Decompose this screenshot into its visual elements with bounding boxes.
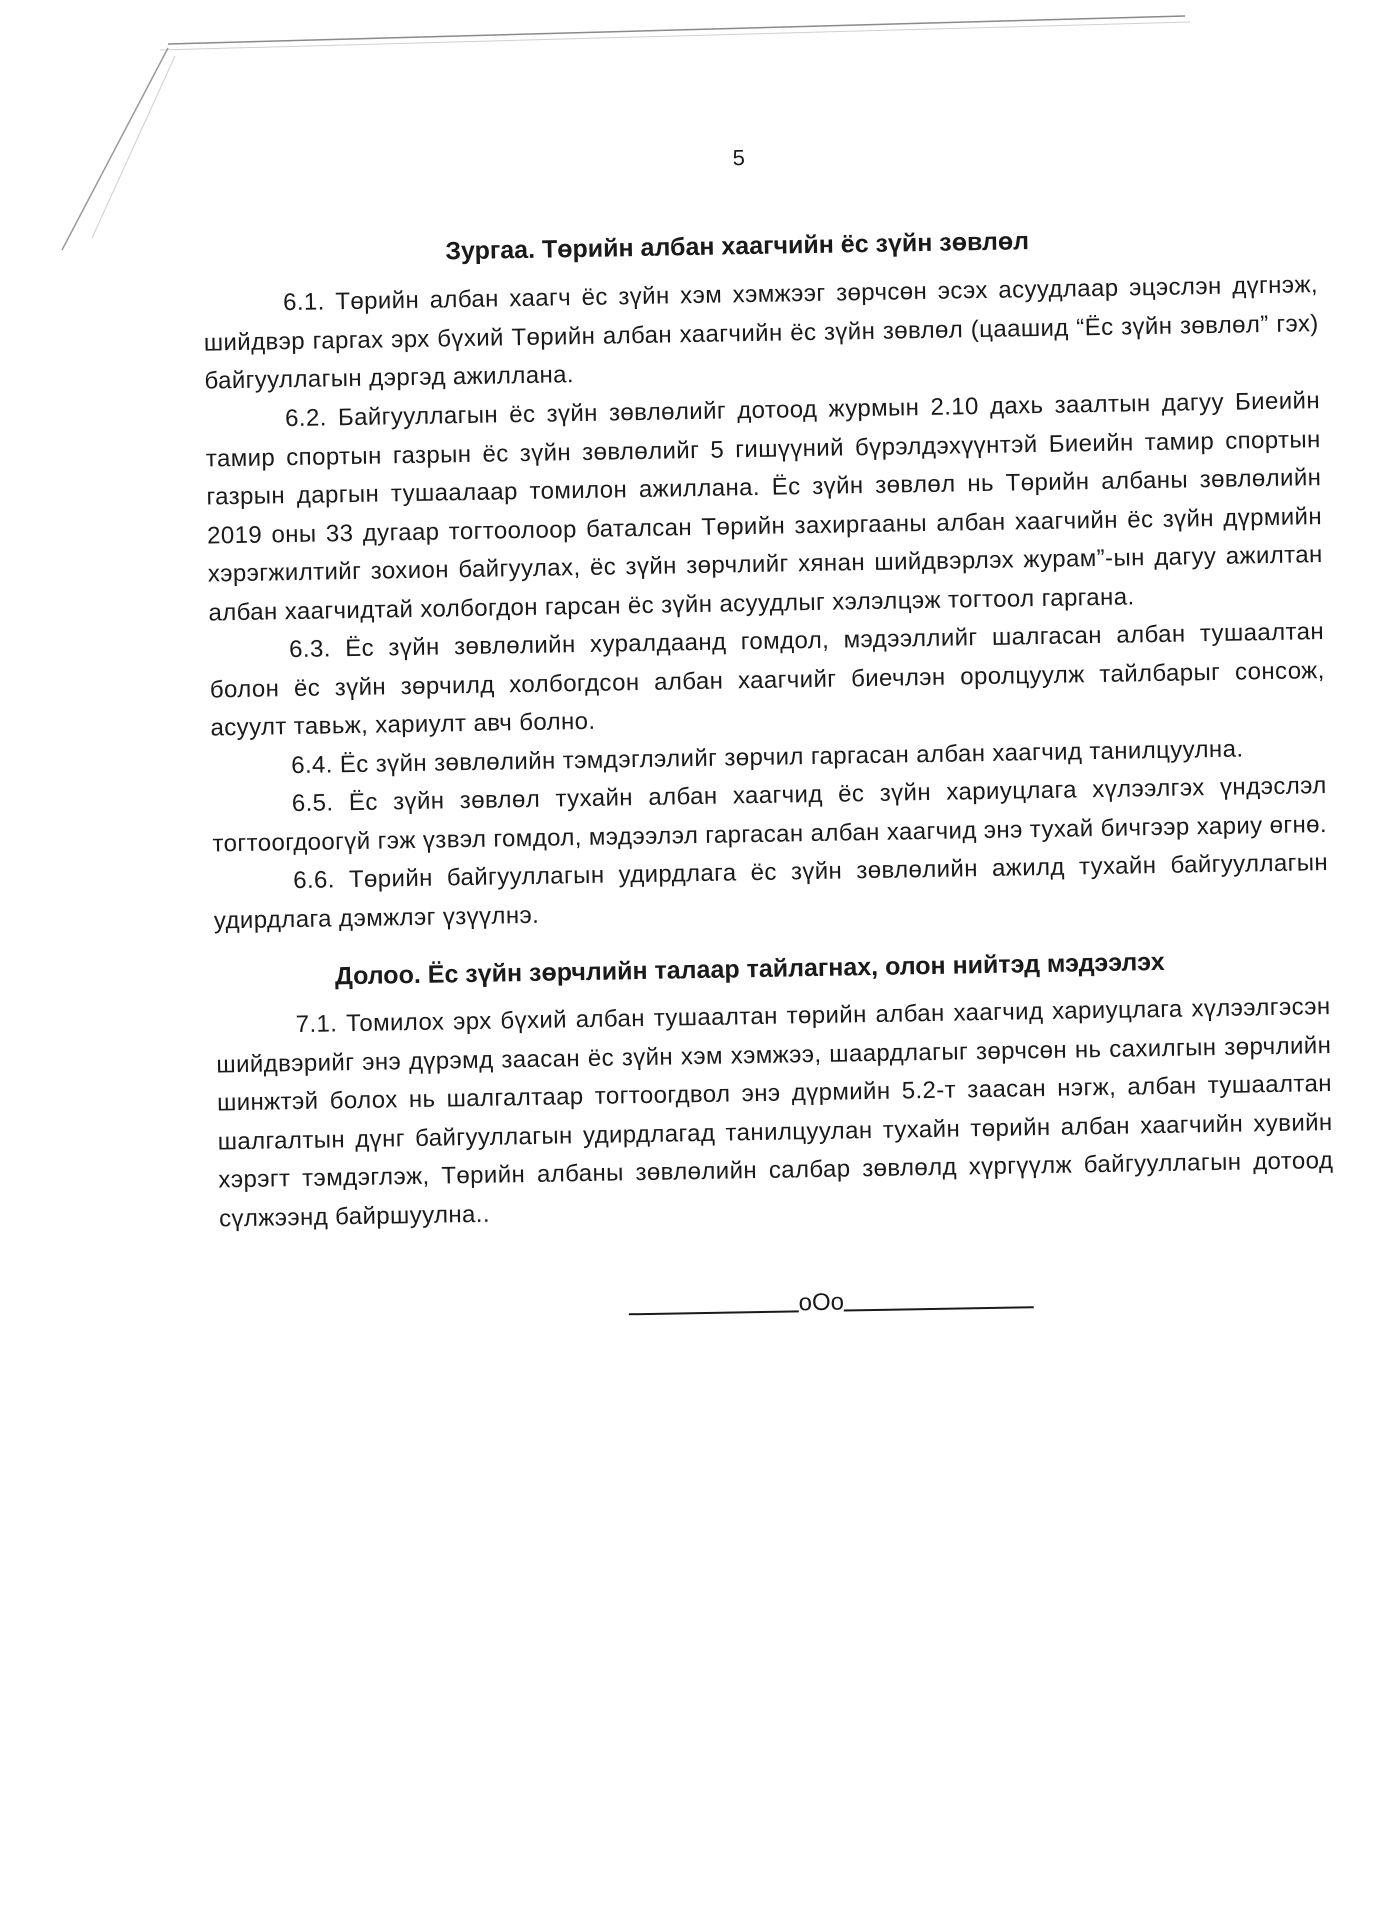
paragraph-6-3: 6.3. Ёс зүйн зөвлөлийн хуралдаанд гомдол, мэдээллийг шалгасан албан тушаалтан болон ёс зүйн зөрчилд холбогдсон албан хаагчийг биечлэн оролцуулж тайлбарыг сонсож, асуулт тавьж, хариулт авч болно. (209, 618, 1325, 742)
paragraph-6-4: 6.4. Ёс зүйн зөвлөлийн тэмдэглэлийг зөрчил гаргасан албан хаагчид танилцуулна. (290, 735, 1244, 780)
paragraph-6-2: 6.2. Байгууллагын ёс зүйн зөвлөлийг дотоод журмын 2.10 дахь заалтын дагуу Биеийн тамир спортын газрын ёс зүйн зөвлөлийг 5 гишүүний бүрэлдэхүүнтэй Биеийн тамир спортын газрын даргын тушаалаар томилон ажиллана. Ёс зүйн зөвлөл нь Төрийн албаны зөвлөлийн 2019 оны 33 дугаар тогтоолоор баталсан Төрийн захиргааны албан хаагчийн ёс зүйн дүрмийн хэрэгжилтийг зохион байгуулах, ёс зүйн зөрчлийг хянан шийдвэрлэх журам”-ын дагуу ажилтан албан хаагчидтай холбогдон гарсан ёс зүйн асуудлыг хэлэлцэж тогтоол гаргана. (205, 387, 1323, 627)
section-7-title: Долоо. Ёс зүйн зөрчлийн талаар тайлагнах, олон нийтэд мэдээлэх (334, 947, 1165, 991)
closing-line-right (844, 1306, 1034, 1311)
page-number: 5 (732, 145, 746, 171)
paragraph-7-1: 7.1. Томилох эрх бүхий албан тушаалтан төрийн албан хаагчид хариуцлага хүлээлгэсэн шийдвэрийг энэ дүрэмд заасан ёс зүйн хэм хэмжээ, шаардлагыг зөрчсөн нь сахилгын зөрчлийн шинжтэй болох нь шалгалтаар тогтоогдвол энэ дүрмийн 5.2-т заасан нэгж, албан тушаалтан шалгалтын дүнг байгууллагын удирдлагад танилцуулан тухайн төрийн албан хаагчийн хувийн хэрэгт тэмдэглэж, Төрийн албаны зөвлөлийн салбар зөвлөлд хүргүүлж байгууллагын дотоод сүлжээнд байршуулна.. (216, 993, 1334, 1232)
closing-line-left (629, 1310, 799, 1315)
closing-mark-text: оОо (798, 1288, 845, 1317)
section-6-title: Зургаа. Төрийн албан хаагчийн ёс зүйн зөвлөл (445, 227, 1030, 266)
paragraph-6-6: 6.6. Төрийн байгууллагын удирдлага ёс зүйн зөвлөлийн ажилд тухайн байгууллагын удирдлага дэмжлэг үзүүлнэ. (213, 849, 1329, 934)
closing-mark (628, 1285, 1034, 1320)
paragraph-6-5: 6.5. Ёс зүйн зөвлөл тухайн албан хаагчид ёс зүйн хариуцлага хүлээлгэх үндэслэл тогтоогдоогүй гэж үзвэл гомдол, мэдээлэл гаргасан албан хаагчид энэ тухай бичгээр хариу өгнө. (212, 772, 1328, 857)
document-page (158, 0, 1361, 1928)
paragraph-6-1: 6.1. Төрийн албан хаагч ёс зүйн хэм хэмжээг зөрчсөн эсэх асуудлаар эцэслэн дүгнэж, шийдвэр гаргах эрх бүхий Төрийн албан хаагчийн ёс зүйн зөвлөл (цаашид “Ёс зүйн зөвлөл” гэх) байгууллагын дэргэд ажиллана. (203, 271, 1319, 395)
